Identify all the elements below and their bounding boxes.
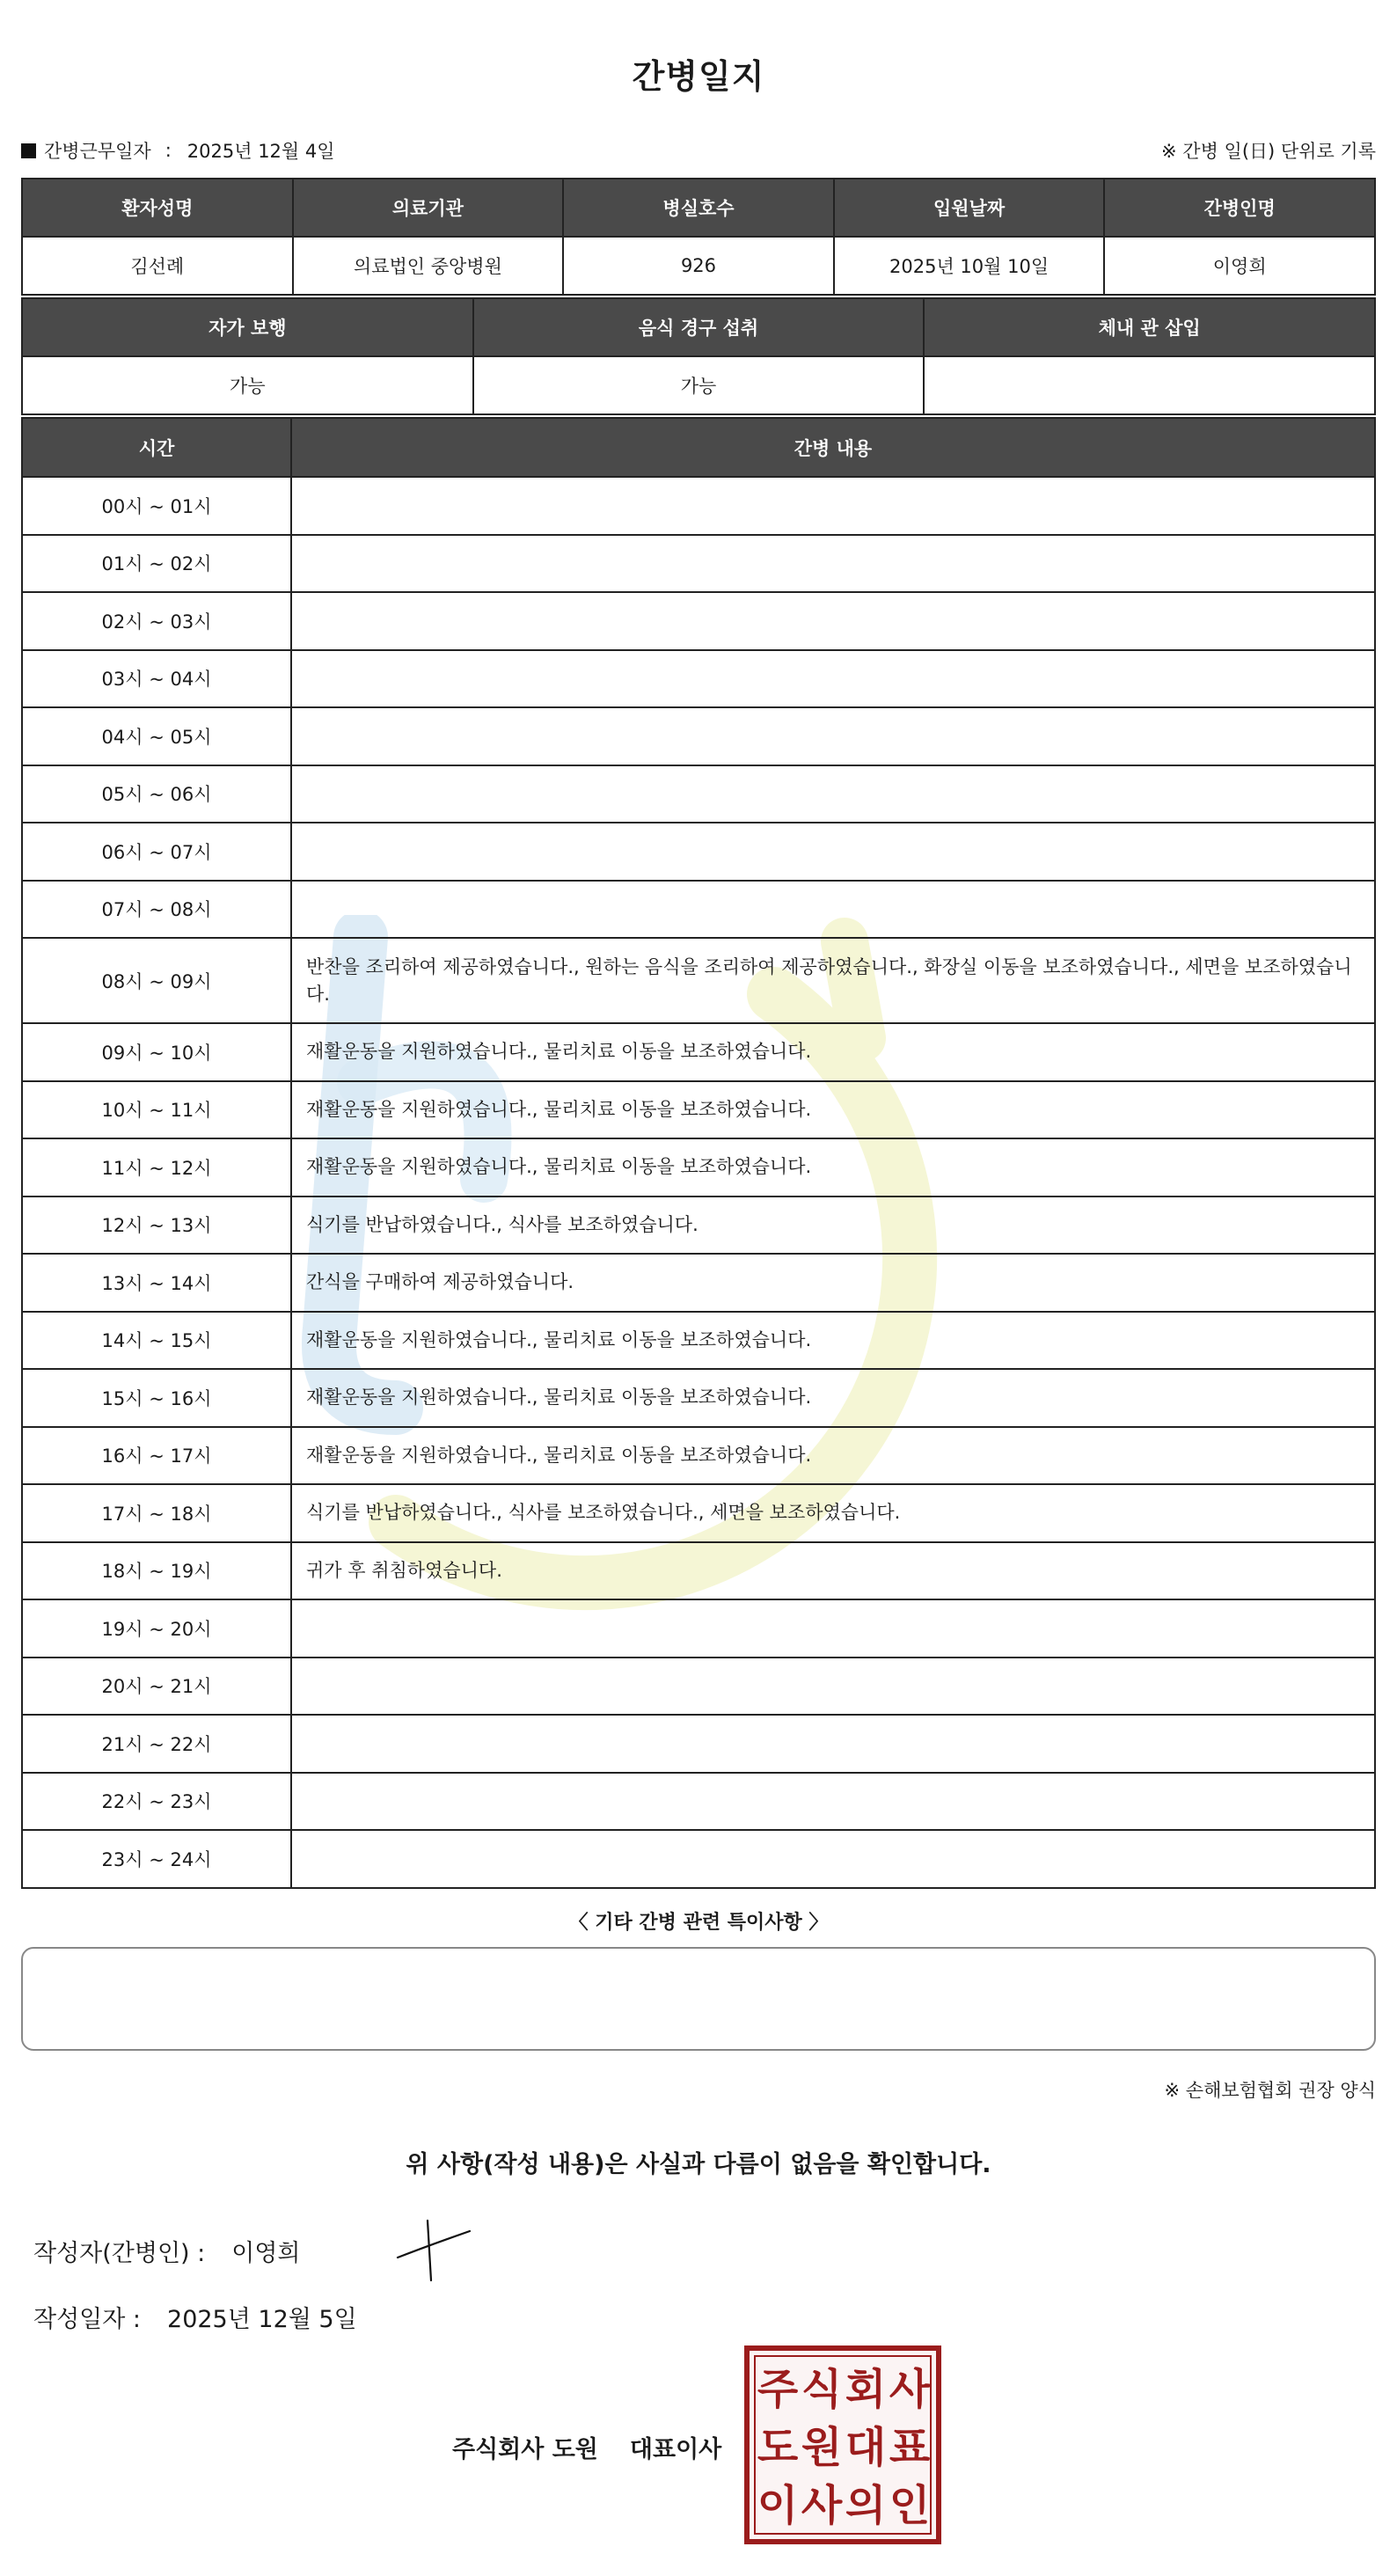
status-value-row [22, 356, 1375, 414]
log-row [22, 1715, 1375, 1773]
info-value-row [22, 237, 1375, 295]
log-content-cell: 재활운동을 지원하였습니다., 물리치료 이동을 보조하였습니다. [291, 1312, 1375, 1370]
header-room-number: 병실호수 [563, 179, 834, 237]
seal-glyph: 대 [845, 2423, 887, 2472]
log-content-cell [291, 535, 1375, 593]
log-time-cell: 04시 ~ 05시 [22, 707, 291, 765]
seal-glyph: 원 [801, 2423, 843, 2472]
square-bullet-icon [21, 143, 36, 158]
handwritten-signature [394, 2219, 473, 2282]
log-time-cell: 06시 ~ 07시 [22, 823, 291, 881]
daily-record-note: ※ 간병 일(日) 단위로 기록 [1161, 141, 1376, 162]
patient-status-table [21, 297, 1376, 415]
seal-glyph: 인 [889, 2481, 931, 2530]
recommended-form-note: ※ 손해보험협회 권장 양식 [1164, 2080, 1376, 2101]
log-time-cell: 10시 ~ 11시 [22, 1081, 291, 1139]
log-row [22, 535, 1375, 593]
special-notes-box [21, 1947, 1376, 2051]
log-row [22, 477, 1375, 535]
patient-info-table [21, 178, 1376, 296]
log-body [22, 477, 1375, 1888]
log-row [22, 881, 1375, 939]
log-time-cell: 00시 ~ 01시 [22, 477, 291, 535]
log-header-row [22, 418, 1375, 477]
log-time-cell: 07시 ~ 08시 [22, 881, 291, 939]
log-time-cell: 20시 ~ 21시 [22, 1658, 291, 1716]
log-row [22, 1138, 1375, 1197]
patient-name: 김선례 [22, 237, 293, 295]
written-date-line [33, 2300, 357, 2334]
written-date-label: 작성일자 : [33, 2306, 142, 2333]
seal-glyph: 식 [801, 2365, 843, 2414]
log-row [22, 1599, 1375, 1658]
log-time-cell: 16시 ~ 17시 [22, 1427, 291, 1485]
author-label: 작성자(간병인) : [33, 2240, 206, 2267]
institution: 의료법인 중앙병원 [293, 237, 564, 295]
seal-glyph: 사 [801, 2481, 843, 2530]
log-row [22, 1081, 1375, 1139]
log-content-cell [291, 477, 1375, 535]
work-date-field [21, 137, 335, 164]
log-time-cell: 15시 ~ 16시 [22, 1369, 291, 1427]
seal-glyph: 사 [889, 2365, 931, 2414]
company-line [452, 2430, 721, 2464]
log-content-cell: 재활운동을 지원하였습니다., 물리치료 이동을 보조하였습니다. [291, 1369, 1375, 1427]
log-time-cell: 22시 ~ 23시 [22, 1773, 291, 1831]
log-content-cell: 재활운동을 지원하였습니다., 물리치료 이동을 보조하였습니다. [291, 1081, 1375, 1139]
log-content-cell: 재활운동을 지원하였습니다., 물리치료 이동을 보조하였습니다. [291, 1023, 1375, 1081]
separator: : [165, 140, 172, 161]
tube-insertion-value [924, 356, 1375, 414]
log-content-cell [291, 1599, 1375, 1658]
log-row [22, 592, 1375, 650]
header-self-walking: 자가 보행 [22, 298, 473, 356]
log-row [22, 1023, 1375, 1081]
log-time-cell: 03시 ~ 04시 [22, 650, 291, 708]
log-time-cell: 02시 ~ 03시 [22, 592, 291, 650]
log-content-cell: 반찬을 조리하여 제공하였습니다., 원하는 음식을 조리하여 제공하였습니다., 화장실 이동을 보조하였습니다., 세면을 보조하였습니다. [291, 938, 1375, 1023]
log-time-cell: 05시 ~ 06시 [22, 765, 291, 823]
log-time-cell: 01시 ~ 02시 [22, 535, 291, 593]
log-row [22, 1658, 1375, 1716]
header-time: 시간 [22, 418, 291, 477]
seal-glyph: 표 [889, 2423, 931, 2472]
log-content-cell: 식기를 반납하였습니다., 식사를 보조하였습니다. [291, 1197, 1375, 1255]
log-row [22, 1484, 1375, 1542]
seal-glyph: 주 [757, 2365, 799, 2414]
log-time-cell: 08시 ~ 09시 [22, 938, 291, 1023]
header-patient-name: 환자성명 [22, 179, 293, 237]
log-content-cell: 식기를 반납하였습니다., 식사를 보조하였습니다., 세면을 보조하였습니다. [291, 1484, 1375, 1542]
log-time-cell: 12시 ~ 13시 [22, 1197, 291, 1255]
log-time-cell: 23시 ~ 24시 [22, 1830, 291, 1888]
header-caregiver-name: 간병인명 [1104, 179, 1375, 237]
admission-date: 2025년 10월 10일 [834, 237, 1105, 295]
log-content-cell [291, 1773, 1375, 1831]
confirmation-statement: 위 사항(작성 내용)은 사실과 다름이 없음을 확인합니다. [406, 2151, 991, 2178]
notes-title: 〈 기타 간병 관련 특이사항 〉 [568, 1912, 829, 1934]
log-row [22, 707, 1375, 765]
company-seal-stamp [744, 2345, 941, 2544]
header-tube-insertion: 체내 관 삽입 [924, 298, 1375, 356]
caregiver-name: 이영희 [1104, 237, 1375, 295]
log-content-cell: 재활운동을 지원하였습니다., 물리치료 이동을 보조하였습니다. [291, 1427, 1375, 1485]
log-content-cell: 간식을 구매하여 제공하였습니다. [291, 1254, 1375, 1312]
log-content-cell [291, 592, 1375, 650]
log-row [22, 1197, 1375, 1255]
log-content-cell: 재활운동을 지원하였습니다., 물리치료 이동을 보조하였습니다. [291, 1138, 1375, 1197]
written-date-value: 2025년 12월 5일 [167, 2306, 357, 2333]
log-content-cell [291, 1830, 1375, 1888]
log-content-cell: 귀가 후 취침하였습니다. [291, 1542, 1375, 1600]
log-row [22, 1427, 1375, 1485]
log-time-cell: 09시 ~ 10시 [22, 1023, 291, 1081]
log-row [22, 938, 1375, 1023]
log-row [22, 1773, 1375, 1831]
log-row [22, 650, 1375, 708]
header-institution: 의료기관 [293, 179, 564, 237]
page-title: 간병일지 [632, 57, 765, 96]
room-number: 926 [563, 237, 834, 295]
author-name: 이영희 [231, 2240, 301, 2267]
representative-title: 대표이사 [629, 2436, 722, 2463]
log-time-cell: 17시 ~ 18시 [22, 1484, 291, 1542]
author-line [33, 2234, 301, 2268]
seal-glyph: 의 [845, 2481, 887, 2530]
log-time-cell: 21시 ~ 22시 [22, 1715, 291, 1773]
log-time-cell: 14시 ~ 15시 [22, 1312, 291, 1370]
work-date-label: 간병근무일자 [44, 141, 151, 162]
log-content-cell [291, 765, 1375, 823]
log-row [22, 1369, 1375, 1427]
log-time-cell: 19시 ~ 20시 [22, 1599, 291, 1658]
log-content-cell [291, 650, 1375, 708]
log-row [22, 823, 1375, 881]
seal-glyph: 이 [757, 2481, 799, 2530]
oral-intake-value: 가능 [473, 356, 925, 414]
seal-glyph: 도 [757, 2423, 799, 2472]
header-care-content: 간병 내용 [291, 418, 1375, 477]
info-header-row [22, 179, 1375, 237]
log-row [22, 1830, 1375, 1888]
seal-glyph: 회 [845, 2365, 887, 2414]
work-date-value: 2025년 12월 4일 [187, 141, 335, 162]
company-name: 주식회사 도원 [452, 2436, 598, 2463]
log-row [22, 1542, 1375, 1600]
log-time-cell: 13시 ~ 14시 [22, 1254, 291, 1312]
log-row [22, 765, 1375, 823]
log-content-cell [291, 823, 1375, 881]
meta-row [21, 137, 1376, 167]
header-admission-date: 입원날짜 [834, 179, 1105, 237]
log-time-cell: 18시 ~ 19시 [22, 1542, 291, 1600]
log-content-cell [291, 1715, 1375, 1773]
log-time-cell: 11시 ~ 12시 [22, 1138, 291, 1197]
hourly-care-log-table [21, 417, 1376, 1889]
self-walking-value: 가능 [22, 356, 473, 414]
log-content-cell [291, 1658, 1375, 1716]
log-row [22, 1312, 1375, 1370]
log-row [22, 1254, 1375, 1312]
status-header-row [22, 298, 1375, 356]
header-oral-intake: 음식 경구 섭취 [473, 298, 925, 356]
log-content-cell [291, 707, 1375, 765]
log-content-cell [291, 881, 1375, 939]
